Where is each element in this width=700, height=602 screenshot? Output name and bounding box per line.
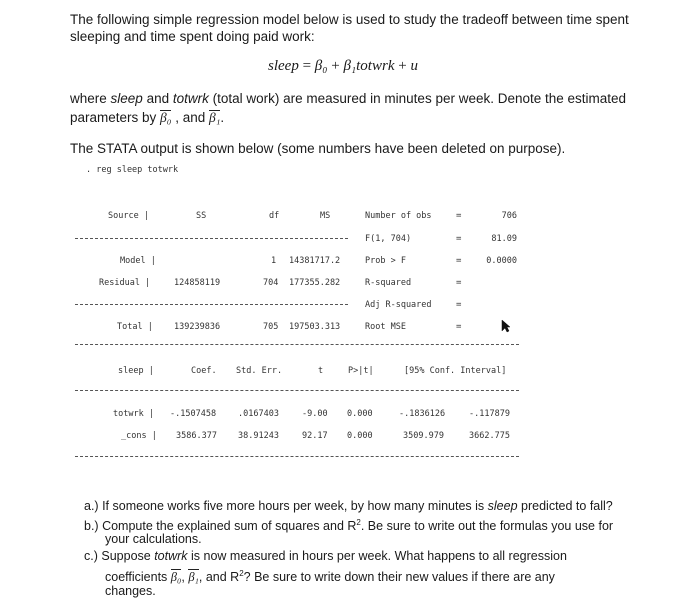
question-c-totwrk: totwrk <box>154 549 188 563</box>
stat-nobs-value: 706 <box>501 211 517 221</box>
stat-f-value: 81.09 <box>491 234 517 244</box>
eq-equals: = <box>302 58 312 74</box>
coef-header: Coef. <box>191 366 217 376</box>
stat-adjr2-label: Adj R-squared <box>365 300 432 310</box>
total-label: Total | <box>117 322 153 332</box>
residual-df: 704 <box>263 278 279 288</box>
model-df: 1 <box>271 256 277 266</box>
question-b-sup: 2 <box>356 518 361 527</box>
where-a3: and <box>142 91 173 106</box>
eq-beta1: β₁ <box>343 58 357 74</box>
totwrk-p: 0.000 <box>347 409 373 419</box>
eq-lhs: sleep <box>268 58 299 74</box>
totwrk-t: -9.00 <box>302 409 328 419</box>
anova-df-header: df <box>269 211 280 221</box>
eq-plus: + <box>331 58 340 74</box>
stat-nobs-eq: = <box>456 211 462 221</box>
question-c-text-5: , <box>181 570 189 585</box>
question-a-text-3: predicted to fall? <box>517 499 613 513</box>
residual-ss: 124858119 <box>174 278 221 288</box>
question-c-text-4: coefficients <box>105 570 171 585</box>
stata-intro: The STATA output is shown below (some numbers have been deleted on purpose). <box>70 141 566 156</box>
stat-f-eq: = <box>456 234 462 244</box>
totwrk-coef: -.1507458 <box>170 409 217 419</box>
stat-f-label: F(1, 704) <box>365 234 412 244</box>
se-header: Std. Err. <box>236 366 283 376</box>
totwrk-se: .0167403 <box>238 409 279 419</box>
question-a-label: a.) <box>84 499 99 513</box>
coef-divider-top <box>75 390 519 391</box>
anova-source-header: Source | <box>108 211 149 221</box>
totwrk-ci-low: -.1836126 <box>399 409 446 419</box>
totwrk-label: totwrk | <box>113 409 154 419</box>
question-c-line-2 <box>105 566 555 585</box>
where-line-2 <box>70 109 224 127</box>
eq-var: totwrk <box>356 58 395 74</box>
regression-equation <box>268 58 418 75</box>
coef-dep-header: sleep | <box>118 366 154 376</box>
beta0-hat: β₀ <box>160 110 172 125</box>
model-ms: 14381717.2 <box>289 256 341 266</box>
total-df: 705 <box>263 322 279 332</box>
eq-beta0: β₀ <box>314 58 328 74</box>
stat-nobs-label: Number of obs <box>365 211 432 221</box>
beta1-hat: β₁ <box>209 110 221 125</box>
where-b1: parameters by <box>70 110 161 125</box>
question-a-text-1: If someone works five more hours per week, by how many minutes is <box>102 499 488 513</box>
mouse-cursor-icon <box>501 319 511 333</box>
stata-command: . reg sleep totwrk <box>86 165 179 175</box>
question-c-label: c.) <box>84 549 98 563</box>
where-b3: , and <box>171 110 209 125</box>
ci-header: [95% Conf. Interval] <box>404 366 507 376</box>
question-c-sup: 2 <box>239 569 244 578</box>
stat-prob-eq: = <box>456 256 462 266</box>
total-ms: 197503.313 <box>289 322 341 332</box>
cons-ci-low: 3509.979 <box>403 431 444 441</box>
cons-label: _cons | <box>121 431 157 441</box>
stat-r2-eq: = <box>456 278 462 288</box>
coef-divider-bottom <box>75 456 519 457</box>
question-c-line-3: changes. <box>105 584 156 598</box>
anova-ms-header: MS <box>320 211 331 221</box>
question-c-text-1: Suppose <box>101 549 155 563</box>
stat-r2-label: R-squared <box>365 278 412 288</box>
stat-prob-value: 0.0000 <box>486 256 517 266</box>
stat-rmse-eq: = <box>456 322 462 332</box>
eq-plus-2: + <box>398 58 407 74</box>
where-a1: where <box>70 91 111 106</box>
question-a-sleep: sleep <box>487 499 518 513</box>
p-header: P>|t| <box>348 366 374 376</box>
where-line-1 <box>70 90 626 108</box>
stat-adjr2-eq: = <box>456 300 462 310</box>
cons-p: 0.000 <box>347 431 373 441</box>
where-b5: . <box>220 110 225 125</box>
anova-ss-header: SS <box>196 211 207 221</box>
question-a <box>84 498 613 514</box>
anova-divider-bottom <box>75 304 348 305</box>
totwrk-ci-high: -.117879 <box>469 409 510 419</box>
cons-se: 38.91243 <box>238 431 279 441</box>
cons-coef: 3586.377 <box>176 431 217 441</box>
where-a5: (total work) are measured in minutes per week. Denote the estimated <box>208 91 627 106</box>
question-c <box>84 548 567 564</box>
residual-label: Residual | <box>99 278 151 288</box>
intro-line-1: The following simple regression model below is used to study the tradeoff between time spent <box>70 12 629 27</box>
total-ss: 139239836 <box>174 322 221 332</box>
residual-ms: 177355.282 <box>289 278 341 288</box>
cons-ci-high: 3662.775 <box>469 431 510 441</box>
question-c-beta1-hat: β₁ <box>188 570 199 585</box>
cons-t: 92.17 <box>302 431 328 441</box>
question-b-text-2: . Be sure to write out the formulas you use for <box>360 519 614 534</box>
question-c-text-3: is now measured in hours per week. What happens to all regression <box>187 549 567 563</box>
where-sleep: sleep <box>110 91 143 106</box>
stat-rmse-label: Root MSE <box>365 322 406 332</box>
t-header: t <box>318 366 324 376</box>
where-totwrk: totwrk <box>172 91 209 106</box>
intro-line-2: sleeping and time spent doing paid work: <box>70 29 315 44</box>
question-b-label: b.) <box>84 519 99 534</box>
eq-error: u <box>410 58 418 74</box>
question-c-text-7: ? Be sure to write down their new values if there are any <box>243 570 555 585</box>
model-label: Model | <box>120 256 156 266</box>
question-c-text-6: , and R <box>198 570 240 585</box>
anova-divider-top <box>75 238 348 239</box>
question-c-beta0-hat: β₀ <box>170 570 182 585</box>
stat-prob-label: Prob > F <box>365 256 406 266</box>
question-b-text-1: Compute the explained sum of squares and R <box>102 519 357 534</box>
question-b-line-2: your calculations. <box>105 532 202 546</box>
anova-coef-separator <box>75 344 519 345</box>
